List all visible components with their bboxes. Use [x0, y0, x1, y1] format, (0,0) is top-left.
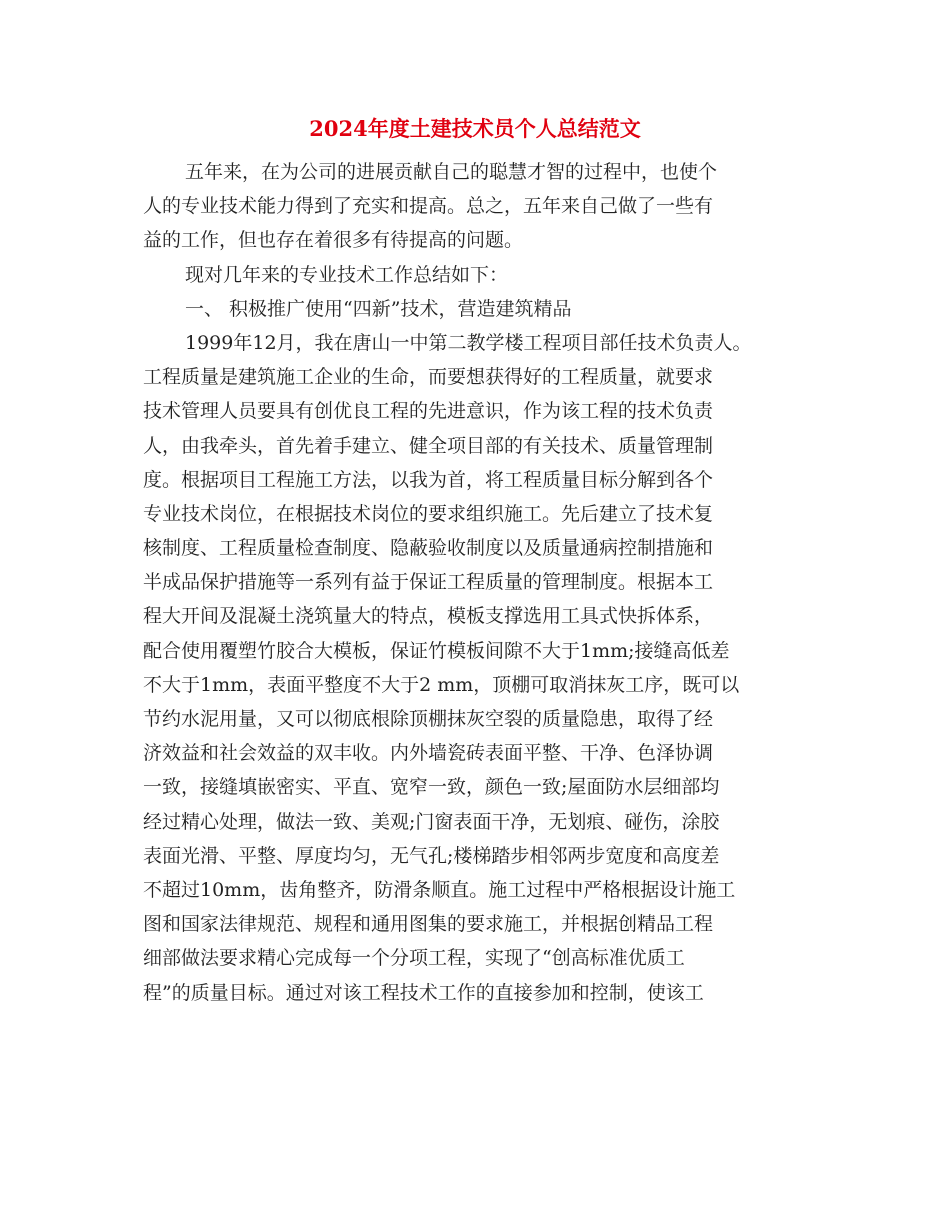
text-line: 不超过10mm，齿角整齐，防滑条顺直。施工过程中严格根据设计施工 [143, 878, 736, 901]
text-line: 人，由我牵头，首先着手建立、健全项目部的有关技术、质量管理制 [143, 434, 714, 457]
text-line: 配合使用覆塑竹胶合大模板，保证竹模板间隙不大于1mm;接缝高低差 [143, 639, 730, 662]
text-line: 细部做法要求精心完成每一个分项工程，实现了“创高标准优质工 [143, 947, 685, 970]
text-line: 专业技术岗位，在根据技术岗位的要求组织施工。先后建立了技术复 [143, 502, 714, 525]
text-line: 经过精心处理，做法一致、美观;门窗表面干净，无划痕、碰伤，涂胶 [143, 810, 720, 833]
text-line: 济效益和社会效益的双丰收。内外墙瓷砖表面平整、干净、色泽协调 [143, 742, 714, 765]
text-line: 节约水泥用量，又可以彻底根除顶棚抹灰空裂的质量隐患，取得了经 [143, 708, 714, 730]
text-line: 1999年12月，我在唐山一中第二教学楼工程项目部任技术负责人。 [185, 331, 752, 354]
document-body [143, 155, 823, 1010]
text-line: 益的工作，但也存在着很多有待提高的问题。 [143, 229, 524, 252]
text-line: 度。根据项目工程施工方法，以我为首，将工程质量目标分解到各个 [143, 468, 714, 491]
text-line: 表面光滑、平整、厚度均匀，无气孔;楼梯踏步相邻两步宽度和高度差 [143, 844, 720, 867]
section-heading: 一、 积极推广使用“四新”技术，营造建筑精品 [185, 297, 572, 320]
text-line: 工程质量是建筑施工企业的生命，而要想获得好的工程质量，就要求 [143, 366, 714, 389]
text-line: 五年来，在为公司的进展贡献自己的聪慧才智的过程中，也使个 [185, 161, 718, 183]
text-line: 核制度、工程质量检查制度、隐蔽验收制度以及质量通病控制措施和 [143, 537, 714, 560]
text-line: 半成品保护措施等一系列有益于保证工程质量的管理制度。根据本工 [143, 571, 714, 594]
text-line: 人的专业技术能力得到了充实和提高。总之，五年来自己做了一些有 [143, 195, 714, 218]
text-line: 图和国家法律规范、规程和通用图集的要求施工，并根据创精品工程 [143, 913, 714, 936]
text-line: 一致，接缝填嵌密实、平直、宽窄一致，颜色一致;屋面防水层细部均 [143, 776, 720, 799]
text-line: 不大于1mm，表面平整度不大于2 mm，顶棚可取消抹灰工序，既可以 [143, 673, 740, 696]
document-title: 2024年度土建技术员个人总结范文 [309, 116, 641, 141]
text-line: 程大开间及混凝土浇筑量大的特点，模板支撑选用工具式快拆体系， [143, 605, 714, 628]
text-line: 技术管理人员要具有创优良工程的先进意识，作为该工程的技术负责 [143, 400, 714, 423]
text-line: 现对几年来的专业技术工作总结如下： [185, 263, 509, 286]
text-line: 程”的质量目标。通过对该工程技术工作的直接参加和控制，使该工 [143, 981, 704, 1004]
